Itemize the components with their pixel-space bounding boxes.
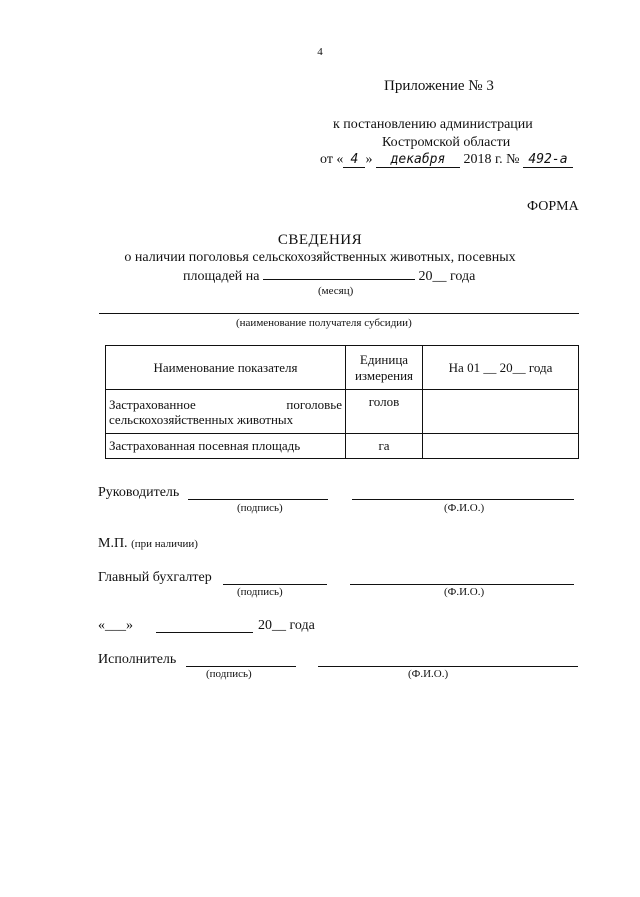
appendix-title: Приложение № 3 bbox=[384, 78, 494, 94]
head-sign-hint: (подпись) bbox=[237, 502, 283, 514]
header-unit: Единица измерения bbox=[346, 346, 423, 390]
recipient-line[interactable] bbox=[99, 313, 579, 314]
row-name: Застрахованное поголовье сельскохозяйственных животных bbox=[106, 390, 346, 434]
decree-date-line bbox=[320, 152, 573, 168]
decree-line-1: к постановлению администрации bbox=[333, 117, 533, 132]
decree-year: 2018 г. № bbox=[463, 152, 520, 167]
accountant-fio-hint: (Ф.И.О.) bbox=[444, 586, 485, 598]
decree-month: декабря bbox=[376, 153, 460, 168]
decree-number: 492-а bbox=[523, 153, 573, 168]
document-subtitle-line-1: о наличии поголовья сельскохозяйственных животных, посевных bbox=[124, 250, 516, 265]
row-unit: га bbox=[346, 434, 423, 459]
head-label: Руководитель bbox=[98, 485, 180, 500]
head-fio-hint: (Ф.И.О.) bbox=[444, 502, 485, 514]
date-line-open: «___» bbox=[98, 618, 133, 633]
date-month-line[interactable] bbox=[156, 632, 253, 633]
accountant-label: Главный бухгалтер bbox=[98, 570, 212, 585]
header-name: Наименование показателя bbox=[106, 346, 346, 390]
table-header-row bbox=[106, 346, 579, 390]
head-fio-line[interactable] bbox=[352, 499, 574, 500]
date-line-year: 20__ года bbox=[258, 618, 315, 633]
header-date: На 01 __ 20__ года bbox=[423, 346, 579, 390]
executor-signature-line[interactable] bbox=[186, 666, 296, 667]
subtitle-prefix: площадей на bbox=[183, 269, 260, 284]
page-number: 4 bbox=[317, 46, 323, 58]
executor-fio-hint: (Ф.И.О.) bbox=[408, 668, 449, 680]
accountant-sign-hint: (подпись) bbox=[237, 586, 283, 598]
data-table bbox=[105, 345, 579, 459]
stamp-hint: (при наличии) bbox=[131, 538, 198, 550]
table-row bbox=[106, 390, 579, 434]
month-blank[interactable] bbox=[263, 267, 415, 280]
row-value[interactable] bbox=[423, 390, 579, 434]
accountant-fio-line[interactable] bbox=[350, 584, 574, 585]
table-row bbox=[106, 434, 579, 459]
stamp-line bbox=[98, 536, 198, 552]
subtitle-year: 20__ года bbox=[418, 269, 476, 284]
decree-day: 4 bbox=[343, 153, 365, 168]
head-signature-line[interactable] bbox=[188, 499, 328, 500]
form-label: ФОРМА bbox=[527, 199, 579, 214]
decree-day-close: » bbox=[365, 152, 373, 167]
recipient-hint: (наименование получателя субсидии) bbox=[236, 317, 412, 329]
stamp-label: М.П. bbox=[98, 536, 128, 551]
executor-sign-hint: (подпись) bbox=[206, 668, 252, 680]
accountant-signature-line[interactable] bbox=[223, 584, 327, 585]
row-unit: голов bbox=[346, 390, 423, 434]
document-title: СВЕДЕНИЯ bbox=[277, 232, 363, 248]
decree-date-prefix: от « bbox=[320, 152, 344, 167]
row-name: Застрахованная посевная площадь bbox=[106, 434, 346, 459]
executor-fio-line[interactable] bbox=[318, 666, 578, 667]
decree-line-2: Костромской области bbox=[382, 135, 511, 150]
document-subtitle-line-2 bbox=[183, 267, 475, 285]
month-hint: (месяц) bbox=[318, 285, 354, 297]
row-value[interactable] bbox=[423, 434, 579, 459]
executor-label: Исполнитель bbox=[98, 652, 177, 667]
